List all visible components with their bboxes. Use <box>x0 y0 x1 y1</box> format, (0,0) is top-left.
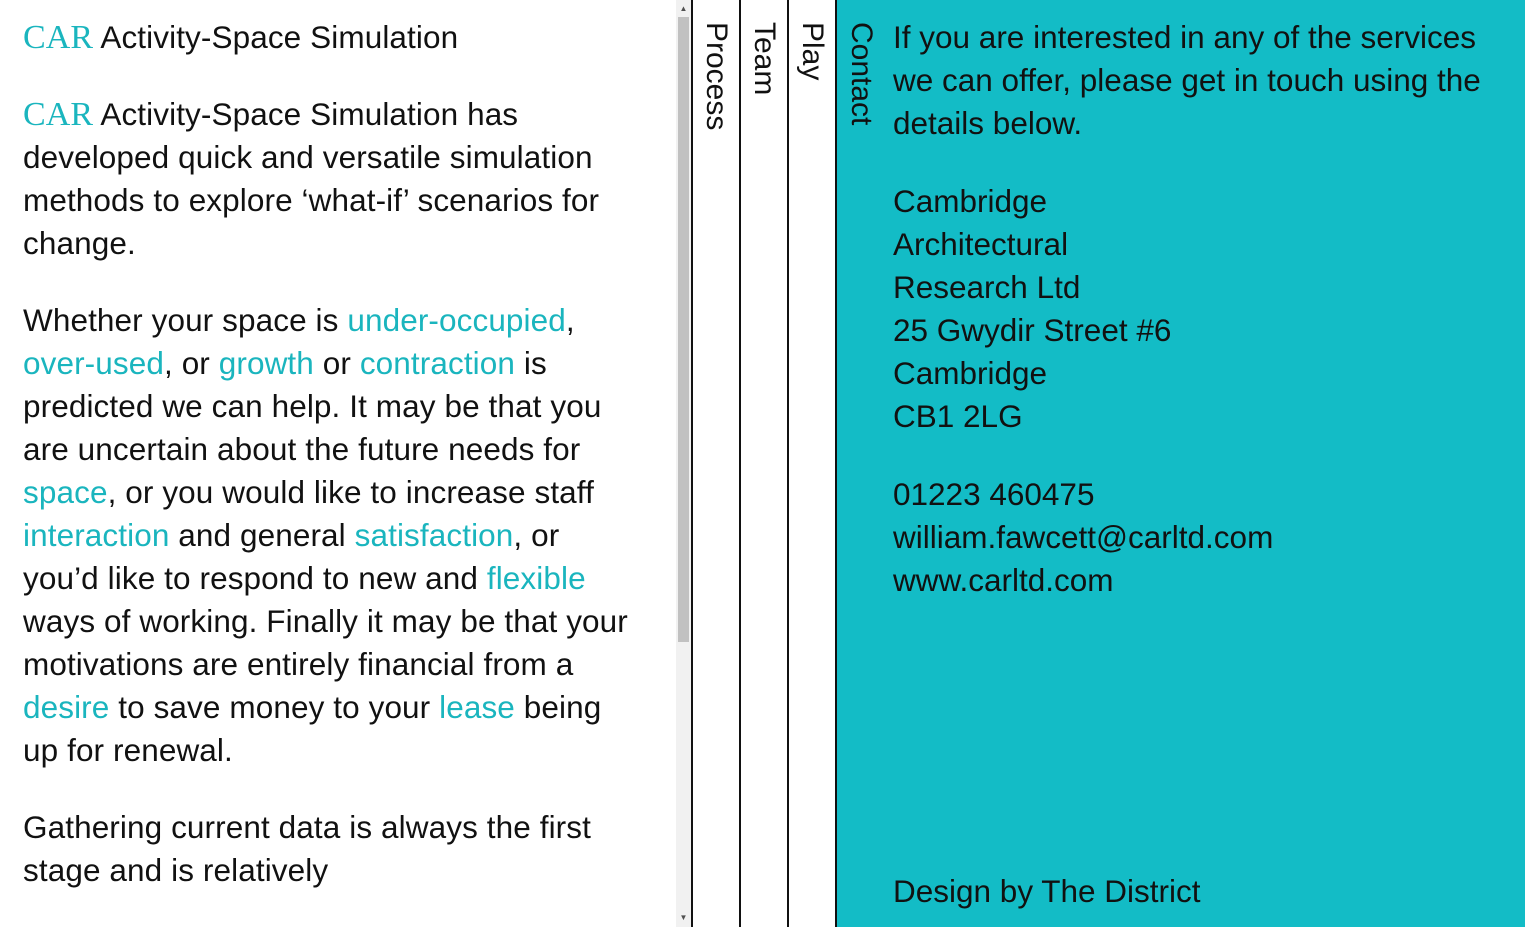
content-body <box>23 16 643 926</box>
scenarios-paragraph <box>23 299 643 772</box>
link-lease[interactable]: lease <box>439 689 515 725</box>
scroll-up-arrow-icon[interactable]: ▲ <box>679 4 688 13</box>
link-space[interactable]: space <box>23 474 108 510</box>
contact-details <box>893 473 1493 602</box>
address-line: Cambridge <box>893 183 1048 219</box>
scroll-down-arrow-icon[interactable]: ▼ <box>679 913 688 922</box>
tab-team[interactable] <box>739 0 787 927</box>
text-segment: , or you would like to increase staff <box>107 474 594 510</box>
data-paragraph: Gathering current data is always the first stage and is relatively <box>23 809 591 888</box>
contact-website-link[interactable]: www.carltd.com <box>893 562 1114 598</box>
link-growth[interactable]: growth <box>218 345 314 381</box>
text-segment: and general <box>169 517 355 553</box>
address-line: Cambridge <box>893 355 1048 391</box>
link-satisfaction[interactable]: satisfaction <box>354 517 514 553</box>
tab-process-label: Process <box>700 22 733 131</box>
link-over-used[interactable]: over-used <box>23 345 164 381</box>
intro-paragraph <box>23 93 643 265</box>
design-credit[interactable]: Design by The District <box>893 873 1201 909</box>
contact-address <box>893 180 1493 438</box>
text-segment: , or you’d like to respond to new and <box>23 517 560 596</box>
text-segment: ways of working. Finally it may be that your motivations are entirely financial from a <box>23 603 628 682</box>
tab-play[interactable] <box>787 0 835 927</box>
page-title-text: Activity-Space Simulation <box>93 19 459 55</box>
link-flexible[interactable]: flexible <box>486 560 586 596</box>
text-segment: is predicted we can help. It may be that you are uncertain about the future needs for <box>23 345 602 467</box>
contact-phone[interactable]: 01223 460475 <box>893 476 1095 512</box>
link-contraction[interactable]: contraction <box>359 345 516 381</box>
content-panel <box>0 0 676 927</box>
link-desire[interactable]: desire <box>23 689 110 725</box>
tab-contact-label: Contact <box>845 22 878 126</box>
contact-intro: If you are interested in any of the services we can offer, please get in touch using the details below. <box>893 19 1481 141</box>
logo-car: CAR <box>23 19 94 56</box>
tab-team-label: Team <box>748 22 781 96</box>
page-title <box>23 16 643 59</box>
contact-panel <box>893 16 1493 637</box>
text-segment: , <box>565 302 575 338</box>
text-segment: , or <box>163 345 219 381</box>
vertical-scrollbar[interactable] <box>676 0 691 927</box>
tab-play-label: Play <box>796 22 829 81</box>
tab-process[interactable] <box>691 0 739 927</box>
address-line: Research Ltd <box>893 269 1081 305</box>
address-line: 25 Gwydir Street #6 <box>893 312 1172 348</box>
link-interaction[interactable]: interaction <box>23 517 170 553</box>
intro-logo-car: CAR <box>23 96 94 133</box>
scrollbar-thumb[interactable] <box>678 17 689 642</box>
text-segment: being up for renewal. <box>23 689 602 768</box>
address-line: Architectural <box>893 226 1069 262</box>
text-segment: Whether your space is <box>23 302 348 338</box>
link-under-occupied[interactable]: under-occupied <box>347 302 566 338</box>
text-segment: to save money to your <box>109 689 440 725</box>
text-segment: or <box>313 345 360 381</box>
contact-email-link[interactable]: william.fawcett@carltd.com <box>893 519 1274 555</box>
intro-text: Activity-Space Simulation has developed quick and versatile simulation methods to explore ‘what-if’ scenarios for change. <box>23 96 600 261</box>
address-line: CB1 2LG <box>893 398 1023 434</box>
